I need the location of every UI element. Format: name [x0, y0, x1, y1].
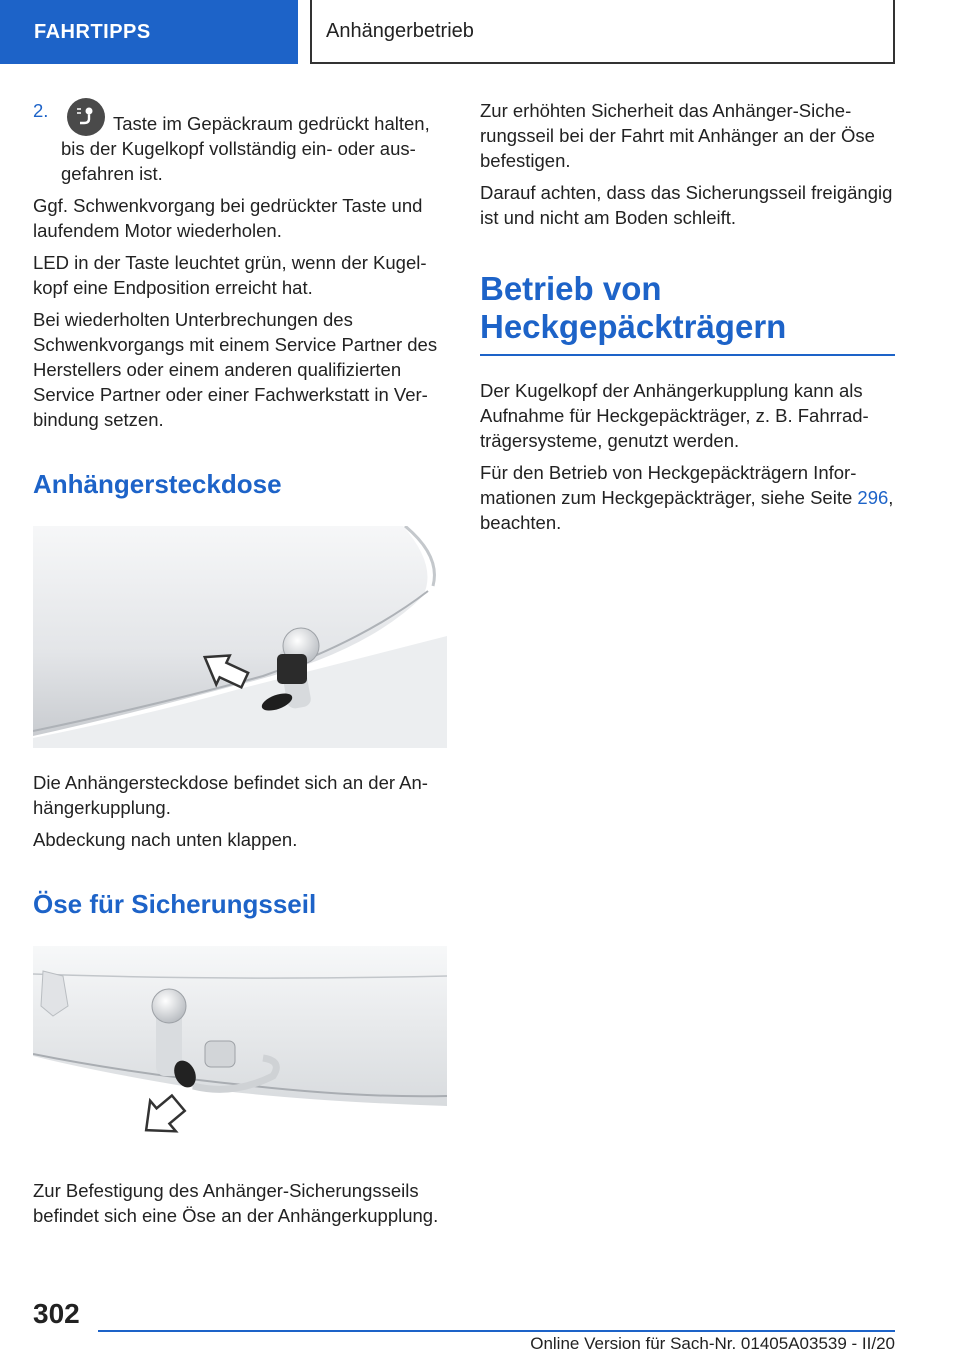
right-column: [480, 98, 895, 542]
page-title: Anhängerbetrieb: [310, 0, 895, 64]
paragraph: Ggf. Schwenkvorgang bei gedrückter Taste und laufendem Motor wiederholen.: [33, 195, 423, 241]
paragraph: Abdeckung nach unten klappen.: [33, 829, 298, 850]
paragraph: Der Kugelkopf der Anhängerkupplung kann als Aufnahme für Heckgepäckträger, z. B. Fahrradträgersysteme, genutzt werden.: [480, 380, 869, 451]
paragraph: Zur Befestigung des Anhänger-Sicherungsseils befindet sich eine Öse an der Anhängerkupplung.: [33, 1180, 439, 1226]
reference-text: Für den Betrieb von Heckgepäckträgern Informationen zum Heckgepäckträger, siehe Seite: [480, 462, 858, 508]
section-heading-eyelet: Öse für Sicherungsseil: [33, 889, 317, 919]
page-reference-link[interactable]: 296: [857, 487, 889, 508]
step-number: 2.: [33, 100, 49, 121]
step-content: [61, 98, 447, 186]
safety-cable-eyelet-figure: [33, 946, 447, 1162]
paragraph: Die Anhängersteckdose befindet sich an der Anhängerkupplung.: [33, 772, 428, 818]
section-heading-socket: Anhängersteckdose: [33, 469, 282, 499]
paragraph: [480, 460, 895, 535]
footer-divider: [98, 1330, 895, 1332]
step-text: Taste im Gepäckraum gedrückt halten, bis der Kugelkopf vollständig ein- oder ausgefahren ist.: [61, 113, 430, 184]
paragraph: LED in der Taste leuchtet grün, wenn der Kugelkopf eine Endposition erreicht hat.: [33, 252, 427, 298]
online-version-note: Online Version für Sach-Nr. 01405A03539 - II/20: [530, 1334, 895, 1353]
paragraph: Darauf achten, dass das Sicherungsseil freigängig ist und nicht am Boden schleift.: [480, 182, 893, 228]
trailer-hitch-button-icon: [67, 98, 105, 136]
page-number: 302: [33, 1298, 80, 1329]
trailer-socket-figure: [33, 526, 447, 754]
left-column: [33, 98, 447, 1235]
section-heading-bike-rack: Betrieb von Heckgepäckträgern: [480, 270, 895, 356]
paragraph: Bei wiederholten Unterbrechungen des Schwenkvorgangs mit einem Service Partner des Herstellers oder einem anderen qualifizierten Service Partner oder einer Fachwerkstatt in Verbindung setzen.: [33, 309, 438, 430]
section-tab: FAHRTIPPS: [0, 0, 298, 64]
reference-text-end: , beachten.: [480, 487, 894, 533]
paragraph: Zur erhöhten Sicherheit das Anhänger-Sicherungsseil bei der Fahrt mit Anhänger an der Öse befestigen.: [480, 100, 875, 171]
step-2: [33, 98, 447, 186]
